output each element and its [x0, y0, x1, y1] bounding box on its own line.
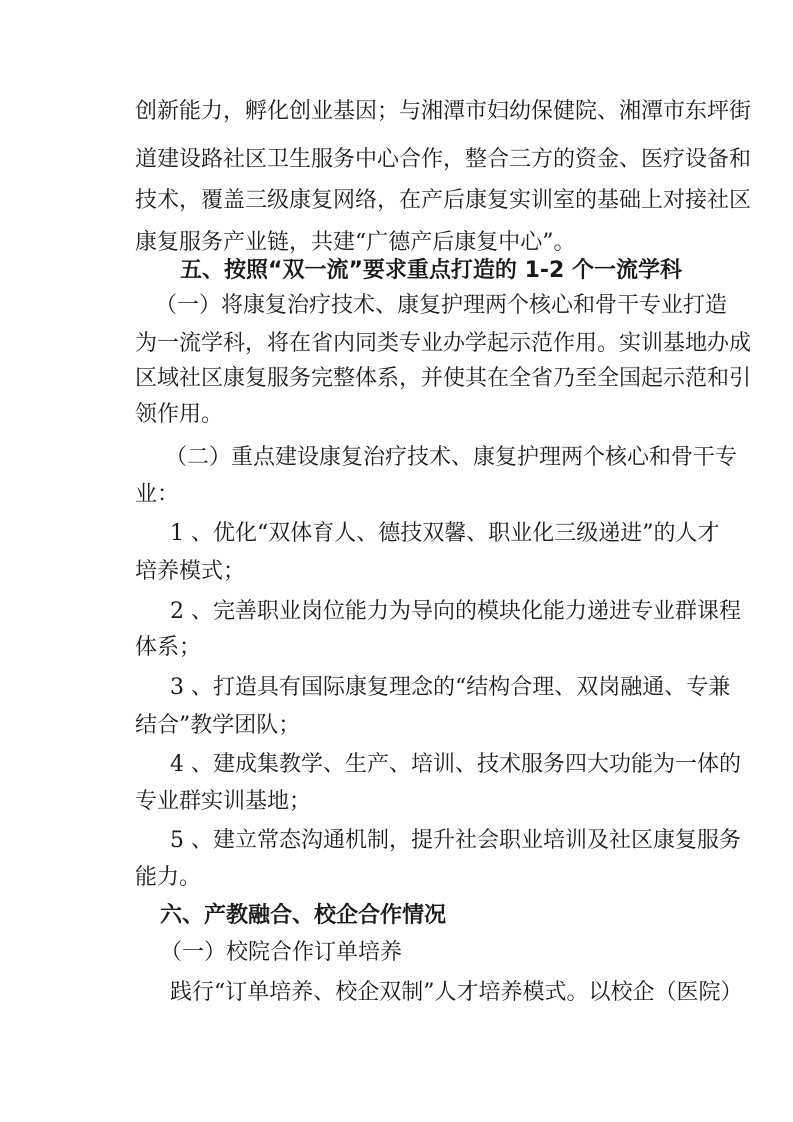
list-item-line: 培养模式； [135, 559, 246, 584]
paragraph-line: 为一流学科，将在省内同类专业办学起示范作用。实训基地办成 [135, 331, 752, 356]
paragraph-line: （二）重点建设康复治疗技术、康复护理两个核心和骨干专 [165, 445, 738, 470]
paragraph-line: 道建设路社区卫生服务中心合作，整合三方的资金、医疗设备和 [135, 147, 752, 172]
list-item-line: 1 、优化“双体育人、德技双馨、职业化三级递进”的人才 [170, 521, 720, 546]
paragraph-line: 创新能力，孵化创业基因；与湘潭市妇幼保健院、湘潭市东坪街 [135, 99, 752, 124]
section-heading-6: 六、产教融合、校企合作情况 [160, 903, 447, 928]
paragraph-line: 领作用。 [135, 402, 224, 427]
list-item-line: 4 、建成集教学、生产、培训、技术服务四大功能为一体的 [170, 752, 741, 777]
list-item-line: 2 、完善职业岗位能力为导向的模块化能力递进专业群课程 [170, 599, 741, 624]
list-item-line: 体系； [135, 635, 202, 660]
list-item-line: 结合”教学团队； [135, 713, 301, 738]
subsection-heading: （一）校院合作订单培养 [160, 940, 403, 965]
paragraph-line: 区域社区康复服务完整体系，并使其在全省乃至全国起示范和引 [135, 366, 752, 391]
list-item-line: 5 、建立常态沟通机制，提升社会职业培训及社区康复服务 [170, 828, 741, 853]
list-item-line: 3 、打造具有国际康复理念的“结构合理、双岗融通、专兼 [170, 675, 731, 700]
paragraph-line: 业： [135, 482, 180, 507]
paragraph-line: 技术，覆盖三级康复网络，在产后康复实训室的基础上对接社区 [135, 188, 752, 213]
list-item-line: 专业群实训基地； [135, 789, 312, 814]
paragraph-line: 践行“订单培养、校企双制”人才培养模式。以校企（医院） [170, 980, 743, 1005]
paragraph-line: （一）将康复治疗技术、康复护理两个核心和骨干专业打造 [155, 293, 728, 318]
section-heading-5: 五、按照“双一流”要求重点打造的 1-2 个一流学科 [180, 258, 682, 283]
paragraph-line: 康复服务产业链，共建“广德产后康复中心”。 [135, 230, 576, 255]
list-item-line: 能力。 [135, 865, 202, 890]
